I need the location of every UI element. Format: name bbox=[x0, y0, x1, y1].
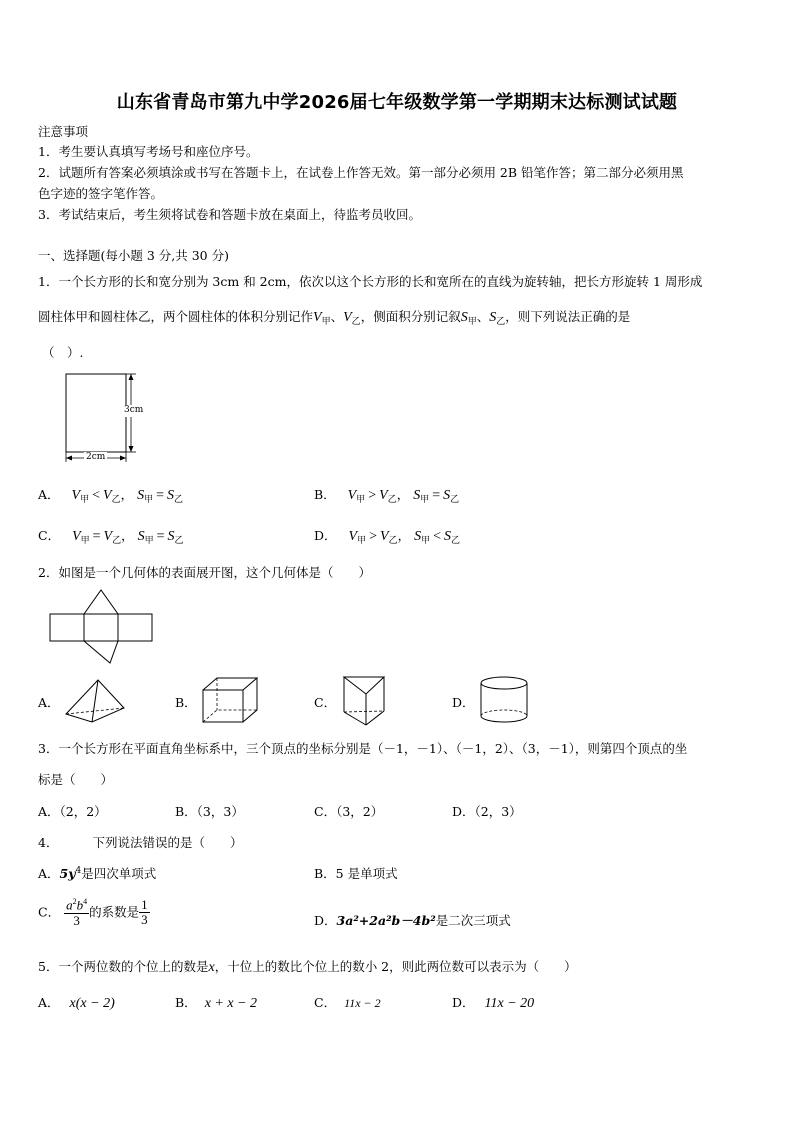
q2-option-a-label[interactable]: A． bbox=[38, 695, 60, 710]
q2-net-figure bbox=[48, 588, 178, 666]
q2-question: 2．如图是一个几何体的表面展开图，这个几何体是（ ） bbox=[38, 565, 371, 580]
q4-question: 4． 下列说法错误的是（ ） bbox=[38, 835, 243, 850]
q1-width-label: 2cm bbox=[86, 452, 106, 462]
q3-option-a[interactable]: A．（2，2） bbox=[38, 804, 107, 819]
q3-option-d[interactable]: D．（2，3） bbox=[452, 804, 522, 819]
q5-option-b[interactable]: B． x + x − 2 bbox=[175, 995, 258, 1011]
q5-option-c[interactable]: C． 11x − 2 bbox=[314, 995, 381, 1010]
notice-item-2: 2．试题所有答案必须填涂或书写在答题卡上，在试卷上作答无效。第一部分必须用 2B 铅笔作答；第二部分必须用黑 bbox=[38, 165, 684, 180]
q3-line-2: 标是（ ） bbox=[38, 772, 114, 787]
q4-option-b[interactable]: B．5 是单项式 bbox=[314, 866, 398, 881]
cylinder-icon[interactable] bbox=[478, 674, 532, 726]
q1-line-2: 圆柱体甲和圆柱体乙，两个圆柱体的体积分别记作$V_甲$、$V_乙$，侧面积分别记叙$S_甲$、$S_乙$，则下列说法正确的是 bbox=[38, 309, 631, 326]
q1-rectangle-figure bbox=[60, 370, 160, 465]
section-heading: 一、选择题(每小题 3 分,共 30 分) bbox=[38, 248, 229, 263]
pyramid-icon[interactable] bbox=[60, 678, 128, 726]
q2-option-d-label[interactable]: D． bbox=[452, 695, 475, 710]
notice-item-2-cont: 色字迹的签字笔作答。 bbox=[38, 186, 164, 201]
q1-option-b[interactable]: B． $V_甲 > V_乙$， $S_甲 = S_乙$ bbox=[314, 487, 460, 504]
q3-option-c[interactable]: C．（3，2） bbox=[314, 804, 384, 819]
notice-item-1: 1．考生要认真填写考场号和座位序号。 bbox=[38, 144, 259, 159]
q1-height-label: 3cm bbox=[124, 405, 144, 415]
q2-option-b-label[interactable]: B． bbox=[175, 695, 197, 710]
notice-item-3: 3．考试结束后，考生须将试卷和答题卡放在桌面上，待监考员收回。 bbox=[38, 207, 421, 222]
q1-line-1: 1．一个长方形的长和宽分别为 3cm 和 2cm，依次以这个长方形的长和宽所在的直线为旋转轴，把长方形旋转 1 周形成 bbox=[38, 274, 703, 289]
q5-option-d[interactable]: D． 11x − 20 bbox=[452, 995, 535, 1011]
q1-line-3: （ ）. bbox=[42, 345, 84, 360]
q4-option-d[interactable]: D．3a²+2a²b－4b²是二次三项式 bbox=[314, 913, 511, 928]
triangular-prism-icon[interactable] bbox=[340, 674, 390, 728]
q3-line-1: 3．一个长方形在平面直角坐标系中，三个顶点的坐标分别是（－1，－1）、（－1，2）、（3，－1），则第四个顶点的坐 bbox=[38, 741, 688, 756]
q2-option-c-label[interactable]: C． bbox=[314, 695, 337, 710]
q3-option-b[interactable]: B．（3，3） bbox=[175, 804, 244, 819]
q5-question: 5．一个两位数的个位上的数是x，十位上的数比个位上的数小 2，则此两位数可以表示为（ ） bbox=[38, 959, 577, 975]
q1-option-d[interactable]: D． $V_甲 > V_乙$， $S_甲 < S_乙$ bbox=[314, 528, 460, 545]
page-title: 山东省青岛市第九中学2026届七年级数学第一学期期末达标测试试题 bbox=[116, 92, 678, 113]
q1-option-c[interactable]: C． $V_甲 = V_乙$， $S_甲 = S_乙$ bbox=[38, 528, 184, 545]
q4-option-a[interactable]: A．$5y^4$是四次单项式 bbox=[38, 865, 157, 881]
q4-option-c[interactable]: C． $\frac{a^2b^4}{3}$ 的系数是 $\frac{1}{3}$ bbox=[38, 897, 148, 928]
cube-icon[interactable] bbox=[200, 676, 262, 726]
notice-heading: 注意事项 bbox=[38, 124, 89, 139]
q1-option-a[interactable]: A． $V_甲 < V_乙$， $S_甲 = S_乙$ bbox=[38, 487, 183, 504]
q5-option-a[interactable]: A． x(x − 2) bbox=[38, 995, 115, 1011]
